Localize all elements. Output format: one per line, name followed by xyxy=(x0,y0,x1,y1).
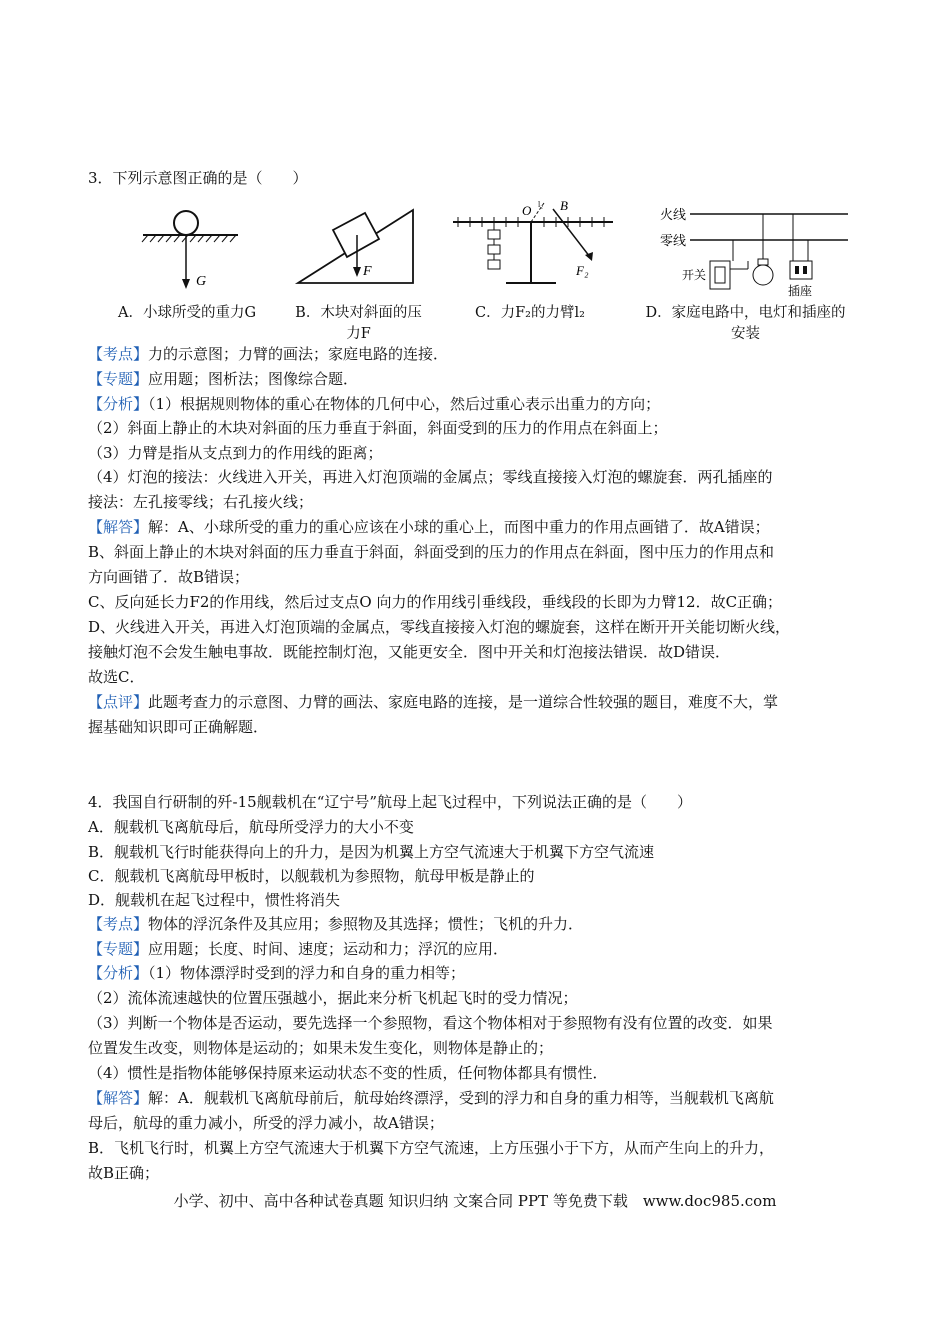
q4-fenxi-line: 位置发生改变，则物体是运动的；如果未发生变化，则物体是静止的； xyxy=(88,1039,554,1057)
q3-figures xyxy=(88,195,878,345)
q4-jieda-line: 故B正确； xyxy=(88,1164,160,1182)
option-a: A．小球所受的重力G xyxy=(117,305,257,321)
option-b-line2: 力F xyxy=(346,326,371,342)
label-b: B xyxy=(560,198,568,213)
q3-jieda-line: 故选C． xyxy=(88,668,145,686)
q4-fenxi-line: （4）惯性是指物体能够保持原来运动状态不变的性质，任何物体都具有惯性． xyxy=(88,1064,608,1082)
figure-b-incline-block xyxy=(293,195,423,295)
option-d-line2: 安装 xyxy=(731,326,760,342)
q3-jieda-line: B、斜面上静止的木块对斜面的压力垂直于斜面，斜面受到的压力的作用点在斜面，图中压力的作用点和 xyxy=(88,543,775,561)
figure-a-ball-gravity xyxy=(138,195,248,295)
option-d-line1: D．家庭电路中，电灯和插座的 xyxy=(645,305,846,321)
q4-zhuanti: 【专题】应用题；长度、时间、速度；运动和力；浮沉的应用． xyxy=(88,940,509,958)
label-socket: 插座 xyxy=(788,284,813,298)
q3-stem: 3．下列示意图正确的是（ ） xyxy=(88,169,308,187)
q4-stem: 4．我国自行研制的歼-15舰载机在“辽宁号”航母上起飞过程中，下列说法正确的是（ ） xyxy=(88,793,693,811)
figure-d-household-circuit xyxy=(658,195,858,300)
q3-fenxi: 【分析】（1）根据规则物体的重心在物体的几何中心，然后过重心表示出重力的方向； xyxy=(88,395,661,413)
q3-jieda-line: D、火线进入开关，再进入灯泡顶端的金属点，零线直接接入灯泡的螺旋套，这样在断开开关能切断火线， xyxy=(88,618,791,636)
q3-fenxi-line: 接法：左孔接零线；右孔接火线； xyxy=(88,493,314,511)
label-fire-wire: 火线 xyxy=(660,208,687,223)
page-footer: 小学、初中、高中各种试卷真题 知识归纳 文案合同 PPT 等免费下载 www.doc985.com xyxy=(173,1192,777,1210)
label-f2: F₂ xyxy=(576,263,589,278)
label-zero-wire: 零线 xyxy=(660,234,687,249)
q3-jieda: 【解答】解：A、小球所受的重力的重心应该在小球的重心上，而图中重力的作用点画错了．故A错误； xyxy=(88,518,770,536)
q4-jieda-line: B．飞机飞行时，机翼上方空气流速大于机翼下方空气流速，上方压强小于下方，从而产生向上的升力， xyxy=(88,1139,775,1157)
option-c: C．力F₂的力臂l₂ xyxy=(475,305,585,321)
label-g: G xyxy=(196,274,207,289)
label-f: F xyxy=(363,264,372,279)
q4-fenxi: 【分析】（1）物体漂浮时受到的浮力和自身的重力相等； xyxy=(88,964,466,982)
q4-option-b: B．舰载机飞行时能获得向上的升力，是因为机翼上方空气流速大于机翼下方空气流速 xyxy=(88,843,655,861)
q3-fenxi-line: （2）斜面上静止的木块对斜面的压力垂直于斜面，斜面受到的压力的作用点在斜面上； xyxy=(88,419,668,437)
q3-kaodian: 【考点】力的示意图；力臂的画法；家庭电路的连接． xyxy=(88,345,449,363)
q4-fenxi-line: （2）流体流速越快的位置压强越小，据此来分析飞机起飞时的受力情况； xyxy=(88,989,578,1007)
q3-jieda-line: 接触灯泡不会发生触电事故．既能控制灯泡，又能更安全．图中开关和灯泡接法错误．故D错误． xyxy=(88,643,731,661)
q3-zhuanti: 【专题】应用题；图析法；图像综合题． xyxy=(88,370,359,388)
q3-dianping: 【点评】此题考查力的示意图、力臂的画法、家庭电路的连接，是一道综合性较强的题目，难度不大，掌 xyxy=(88,693,779,711)
label-switch: 开关 xyxy=(682,268,707,282)
q4-jieda-line: 母后，航母的重力减小，所受的浮力减小，故A错误； xyxy=(88,1114,444,1132)
option-b-line1: B．木块对斜面的压 xyxy=(295,305,422,321)
q3-fenxi-line: （3）力臂是指从支点到力的作用线的距离； xyxy=(88,444,383,462)
label-o: O xyxy=(522,203,532,218)
label-l2: l₂ xyxy=(538,200,544,209)
q3-jieda-line: 方向画错了．故B错误； xyxy=(88,568,250,586)
q4-option-d: D．舰载机在起飞过程中，惯性将消失 xyxy=(88,891,341,909)
q3-jieda-line: C、反向延长力F2的作用线，然后过支点O 向力的作用线引垂线段，垂线段的长即为力臂12．故C正确； xyxy=(88,593,783,611)
q4-jieda: 【解答】解：A．舰载机飞离航母前后，航母始终漂浮，受到的浮力和自身的重力相等，当舰载机飞离航 xyxy=(88,1089,774,1107)
q3-fenxi-line: （4）灯泡的接法：火线进入开关，再进入灯泡顶端的金属点；零线直接接入灯泡的螺旋套．两孔插座的 xyxy=(88,468,773,486)
q3-dianping-line: 握基础知识即可正确解题． xyxy=(88,718,269,736)
q4-option-a: A．舰载机飞离航母后，航母所受浮力的大小不变 xyxy=(88,818,414,836)
q4-kaodian: 【考点】物体的浮沉条件及其应用；参照物及其选择；惯性；飞机的升力． xyxy=(88,915,584,933)
q4-option-c: C．舰载机飞离航母甲板时，以舰载机为参照物，航母甲板是静止的 xyxy=(88,867,535,885)
figure-c-lever xyxy=(448,195,618,295)
q4-fenxi-line: （3）判断一个物体是否运动，要先选择一个参照物，看这个物体相对于参照物有没有位置的改变．如果 xyxy=(88,1014,773,1032)
